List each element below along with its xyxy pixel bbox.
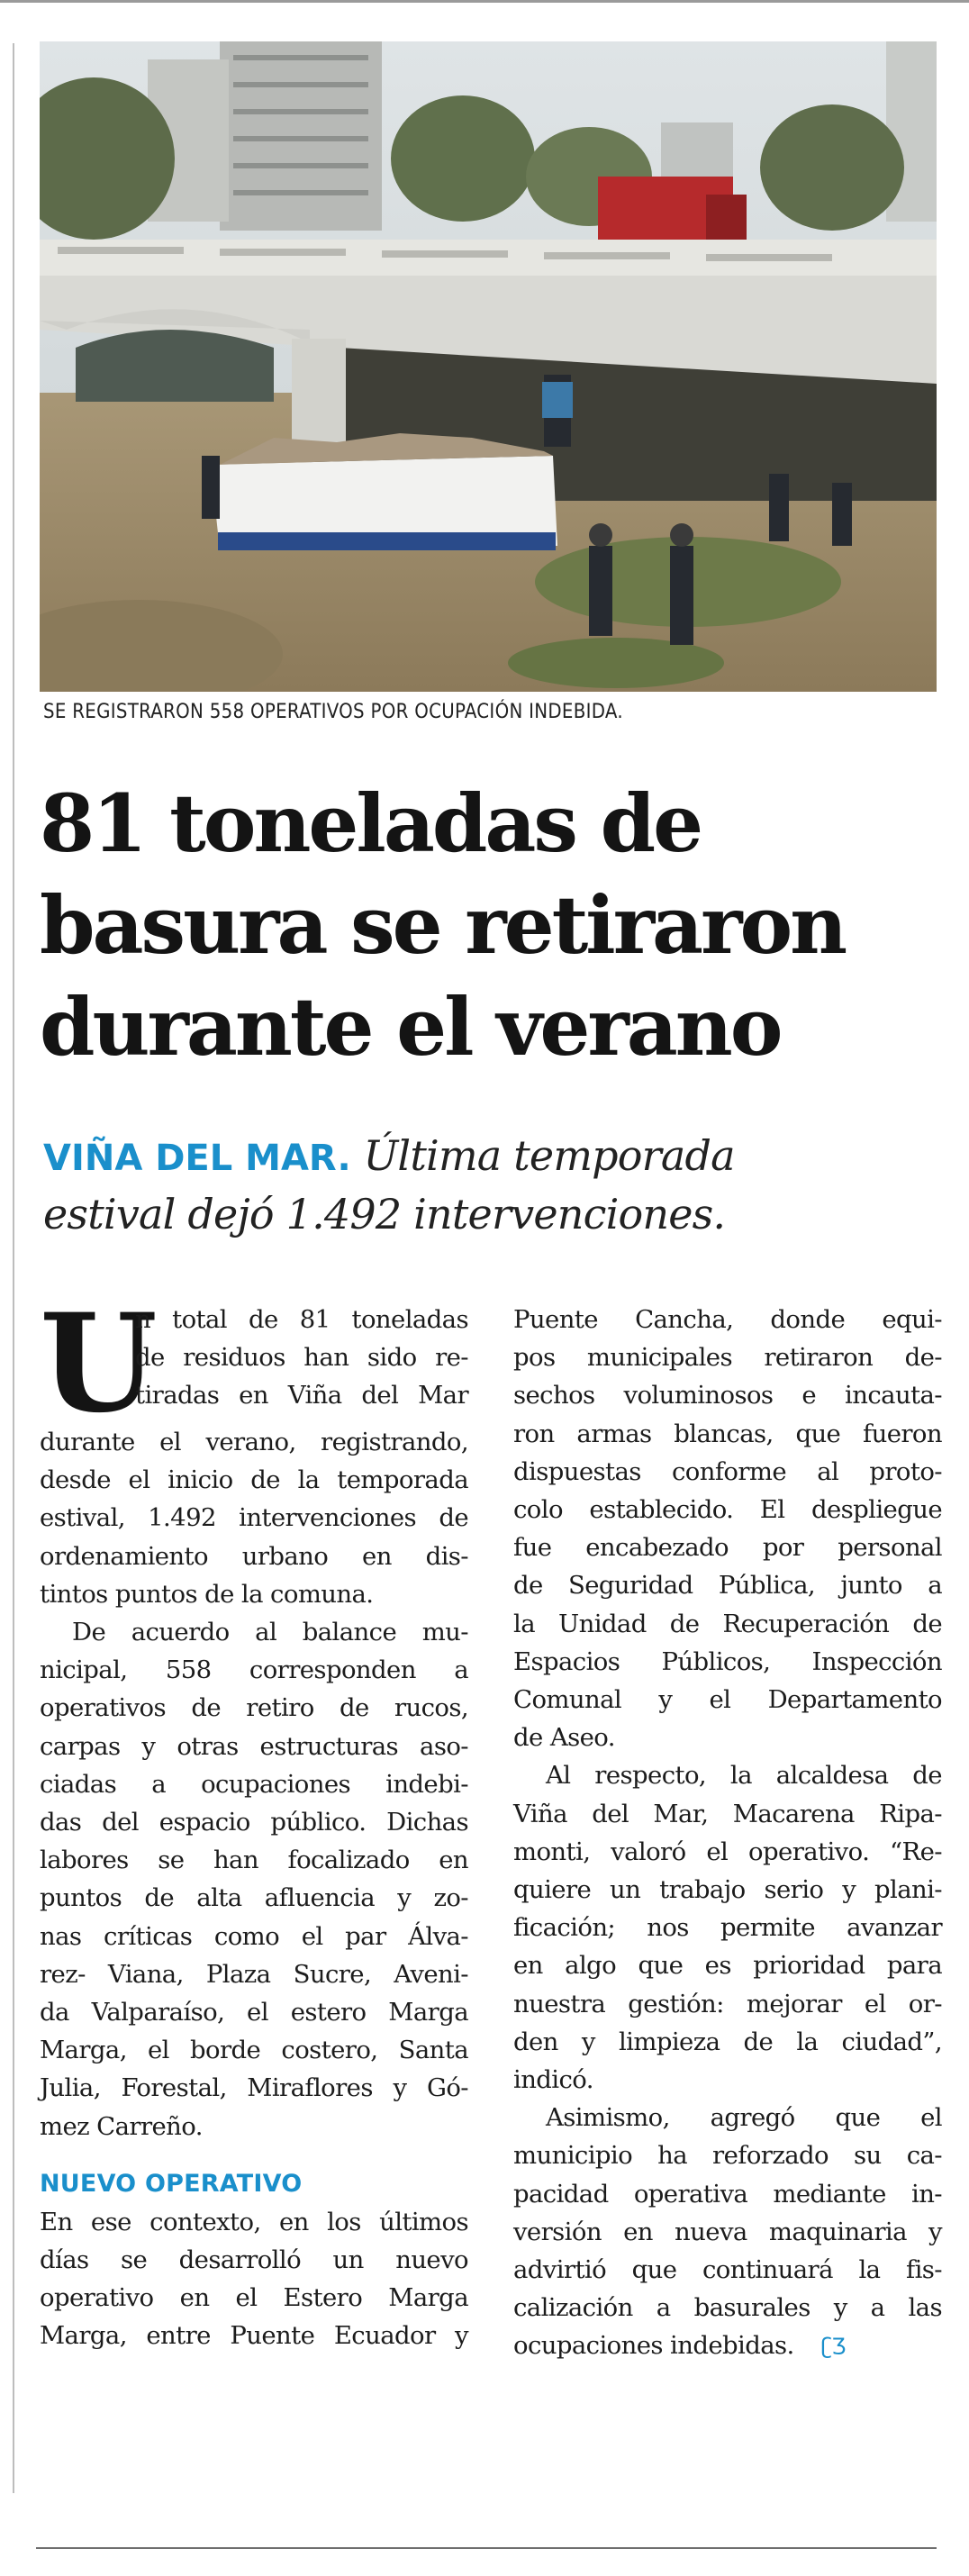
paragraph (40, 1423, 468, 1613)
body-line: De acuerdo al balance mu- (72, 1618, 468, 1647)
body-line: puntos de alta afluencia y zo- (40, 1883, 468, 1913)
body-line: mez Carreño. (40, 2111, 203, 2141)
article-column-right (513, 1301, 942, 2366)
body-line: da Valparaíso, el estero Marga (40, 1998, 468, 2027)
headline-line: durante el verano (40, 980, 781, 1074)
body-line: tintos puntos de la comuna. (40, 1579, 374, 1609)
body-line: días se desarrolló un nuevo (40, 2245, 468, 2275)
end-mark-icon: ʗƷ (820, 2334, 846, 2360)
paragraph (513, 2099, 942, 2365)
drop-cap: U (40, 1284, 158, 1443)
news-photo (40, 41, 937, 692)
body-line: sechos voluminosos e incauta- (513, 1381, 942, 1410)
body-line: ficación; nos permite avanzar (513, 1913, 942, 1943)
body-line: de Seguridad Pública, junto a (513, 1571, 942, 1601)
body-line: labores se han focalizado en (40, 1846, 468, 1875)
body-line: Puente Cancha, donde equi- (513, 1305, 942, 1334)
body-line: versión en nueva maquinaria y (513, 2217, 942, 2246)
paragraph (40, 1613, 468, 2145)
body-line: rez- Viana, Plaza Sucre, Aveni- (40, 1959, 468, 1989)
bottom-rule (36, 2547, 937, 2549)
bridge-riverbed-illustration (40, 41, 937, 692)
body-line: advirtió que continuará la fis- (513, 2255, 942, 2285)
body-line: fue encabezado por personal (513, 1533, 942, 1563)
paragraph (513, 1301, 942, 1756)
body-line: de residuos han sido re- (135, 1343, 468, 1373)
body-line: pos municipales retiraron de- (513, 1343, 942, 1373)
headline-line: basura se retiraron (40, 878, 846, 972)
headline-line: 81 toneladas de (40, 776, 702, 870)
body-line: operativos de retiro de rucos, (40, 1693, 468, 1723)
body-line: carpas y otras estructuras aso- (40, 1731, 468, 1761)
body-line: dispuestas conforme al proto- (513, 1456, 942, 1486)
body-line: tiradas en Viña del Mar (135, 1381, 468, 1410)
dateline-place: VIÑA DEL MAR. (43, 1138, 351, 1179)
body-line: Marga, el borde costero, Santa (40, 2036, 468, 2065)
body-line: den y limpieza de la ciudad”, (513, 2027, 942, 2056)
body-line: Asimismo, agregó que el (546, 2103, 942, 2133)
body-line: estival, 1.492 intervenciones de (40, 1503, 468, 1533)
body-line: quiere un trabajo serio y plani- (513, 1875, 942, 1905)
body-line: ordenamiento urbano en dis- (40, 1541, 468, 1571)
body-line-text: ocupaciones indebidas. (513, 2331, 794, 2361)
body-line: Viña del Mar, Macarena Ripa- (513, 1799, 942, 1828)
body-line: indicó. (513, 2065, 593, 2095)
body-line: Espacios Públicos, Inspección (513, 1646, 942, 1676)
deck-line: Última temporada (363, 1131, 735, 1180)
headline (40, 773, 940, 1078)
body-line: en algo que es prioridad para (513, 1951, 942, 1981)
body-line: municipio ha reforzado su ca- (513, 2141, 942, 2171)
deck (43, 1128, 944, 1242)
deck-line: estival dejó 1.492 intervenciones. (43, 1190, 726, 1238)
body-line: ciadas a ocupaciones indebi- (40, 1769, 468, 1799)
body-line: de Aseo. (513, 1723, 615, 1753)
body-line: das del espacio público. Dichas (40, 1808, 468, 1837)
top-rule (0, 0, 969, 3)
body-line: nicipal, 558 corresponden a (40, 1655, 468, 1685)
body-line: colo establecido. El despliegue (513, 1495, 942, 1525)
body-line: Al respecto, la alcaldesa de (546, 1761, 942, 1791)
body-line: Marga, entre Puente Ecuador y (40, 2321, 468, 2351)
body-line: durante el verano, registrando, (40, 1428, 468, 1456)
body-line: pacidad operativa mediante in- (513, 2179, 942, 2209)
body-line: Julia, Forestal, Miraflores y Gó- (40, 2073, 468, 2103)
body-line: la Unidad de Recuperación de (513, 1609, 942, 1638)
left-rule (13, 43, 14, 2493)
body-line: desde el inicio de la temporada (40, 1465, 468, 1495)
paragraph (513, 1756, 942, 2099)
body-line: calización a basurales y a las (513, 2293, 942, 2323)
body-line (513, 2327, 942, 2365)
body-line: Comunal y el Departamento (513, 1685, 942, 1715)
photo-caption: SE REGISTRARON 558 OPERATIVOS POR OCUPACIÓN INDEBIDA. (43, 701, 623, 723)
body-line: n total de 81 toneladas (135, 1305, 468, 1334)
paragraph (40, 2203, 468, 2355)
body-line: operativo en el Estero Marga (40, 2283, 468, 2313)
body-line: nas críticas como el par Álva- (40, 1921, 468, 1951)
body-line: nuestra gestión: mejorar el or- (513, 1989, 942, 2018)
body-line: En ese contexto, en los últimos (40, 2207, 468, 2236)
article-column-left (40, 1284, 468, 2355)
body-line: ron armas blancas, que fueron (513, 1419, 942, 1448)
body-line: monti, valoró el operativo. “Re- (513, 1837, 942, 1866)
section-subhead: NUEVO OPERATIVO (40, 2169, 303, 2198)
